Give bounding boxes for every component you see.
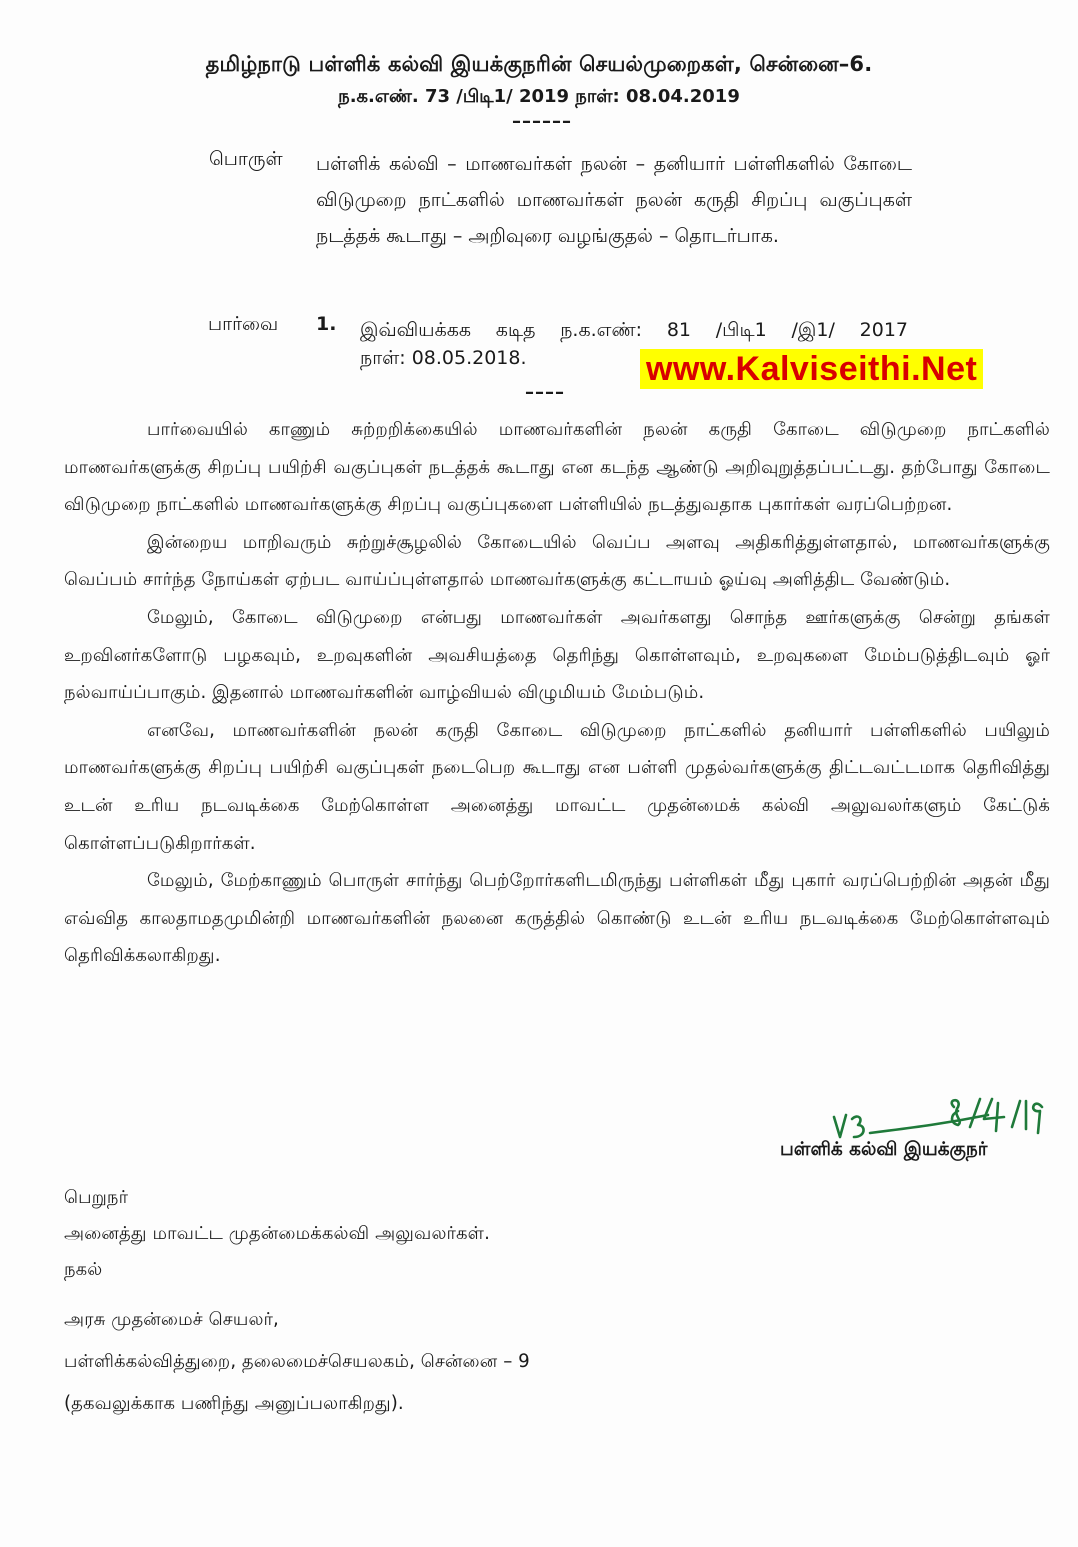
body-paragraph-1: பார்வையில் காணும் சுற்றறிக்கையில் மாணவர்களின் நலன் கருதி கோடை விடுமுறை நாட்களில் மாணவர்களுக்கு சிறப்பு பயிற்சி வகுப்புகள் நடத்தக் கூடாது என கடந்த ஆண்டு அறிவுறுத்தப்பட்டது. தற்போது கோடை விடுமுறை நாட்களில் மாணவர்களுக்கு சிறப்பு வகுப்புகளை பள்ளியில் நடத்துவதாக புகார்கள் வரப்பெற்றன. [64, 419, 1050, 516]
reference-label: பார்வை [208, 313, 279, 335]
copy-recipient-line-2: பள்ளிக்கல்வித்துறை, தலைமைச்செயலகம், சென்னை – 9 [64, 1351, 530, 1372]
body-paragraph-4: எனவே, மாணவர்களின் நலன் கருதி கோடை விடுமுறை நாட்களில் தனியார் பள்ளிகளில் பயிலும் மாணவர்களுக்கு சிறப்பு பயிற்சி வகுப்புகள் நடைபெற கூடாது என பள்ளி முதல்வர்களுக்கு திட்டவட்டமாக தெரிவித்து உடன் உரிய நடவடிக்கை மேற்கொள்ள அனைத்து மாவட்ட முதன்மைக் கல்வி அலுவலர்களும் கேட்டுக் கொள்ளப்படுகிறார்கள். [64, 719, 1050, 854]
reference-number: 1. [316, 313, 337, 335]
to-label: பெறுநர் [64, 1187, 129, 1208]
copy-recipient-line-1: அரசு முதன்மைச் செயலர், [64, 1309, 279, 1330]
reference-date: நாள்: 08.05.2018. [360, 347, 527, 369]
reference-text: இவ்வியக்கக கடித ந.க.எண்: 81 /பிடி1 /இ1/ 2017 [360, 319, 908, 341]
body-paragraph-2: இன்றைய மாறிவரும் சுற்றுச்சூழலில் கோடையில் வெப்ப அளவு அதிகரித்துள்ளதால், மாணவர்களுக்கு வெப்பம் சார்ந்த நோய்கள் ஏற்பட வாய்ப்புள்ளதால் மாணவர்களுக்கு கட்டாயம் ஓய்வு அளித்திட வேண்டும். [64, 531, 1050, 591]
reference-divider: –––– [525, 382, 565, 403]
document-title: தமிழ்நாடு பள்ளிக் கல்வி இயக்குநரின் செயல்முறைகள், சென்னை–6. [205, 52, 873, 76]
document-reference: ந.க.எண். 73 /பிடி1/ 2019 நாள்: 08.04.2019 [338, 86, 740, 107]
body-paragraph-5: மேலும், மேற்காணும் பொருள் சார்ந்து பெற்றோர்களிடமிருந்து பள்ளிகள் மீது புகார் வரப்பெற்றின் அதன் மீது எவ்வித காலதாமதமுமின்றி மாணவர்களின் நலனை கருத்தில் கொண்டு உடன் உரிய நடவடிக்கை மேற்கொள்ளவும் தெரிவிக்கலாகிறது. [64, 870, 1050, 967]
signatory-title: பள்ளிக் கல்வி இயக்குநர் [780, 1139, 988, 1160]
copy-recipient-line-3: (தகவலுக்காக பணிந்து அனுப்பலாகிறது). [64, 1393, 404, 1414]
copy-label: நகல் [64, 1259, 103, 1280]
body-paragraph-3: மேலும், கோடை விடுமுறை என்பது மாணவர்கள் அவர்களது சொந்த ஊர்களுக்கு சென்று தங்கள் உறவினர்களோடு பழகவும், உறவுகளின் அவசியத்தை தெரிந்து கொள்ளவும், உறவுகளை மேம்படுத்திடவும் ஓர் நல்வாய்ப்பாகும். இதனால் மாணவர்களின் வாழ்வியல் விழுமியம் மேம்படும். [64, 606, 1050, 704]
letter-body [64, 411, 1050, 975]
subject-text: பள்ளிக் கல்வி – மாணவர்கள் நலன் – தனியார் பள்ளிகளில் கோடை விடுமுறை நாட்களில் மாணவர்கள் நலன் கருதி சிறப்பு வகுப்புகள் நடத்தக் கூடாது – அறிவுரை வழங்குதல் – தொடர்பாக. [316, 153, 912, 247]
to-recipient: அனைத்து மாவட்ட முதன்மைக்கல்வி அலுவலர்கள். [64, 1223, 490, 1244]
header-divider: –––––– [512, 111, 572, 132]
website-watermark: www.Kalviseithi.Net [640, 349, 983, 389]
subject-label: பொருள் [209, 148, 283, 170]
